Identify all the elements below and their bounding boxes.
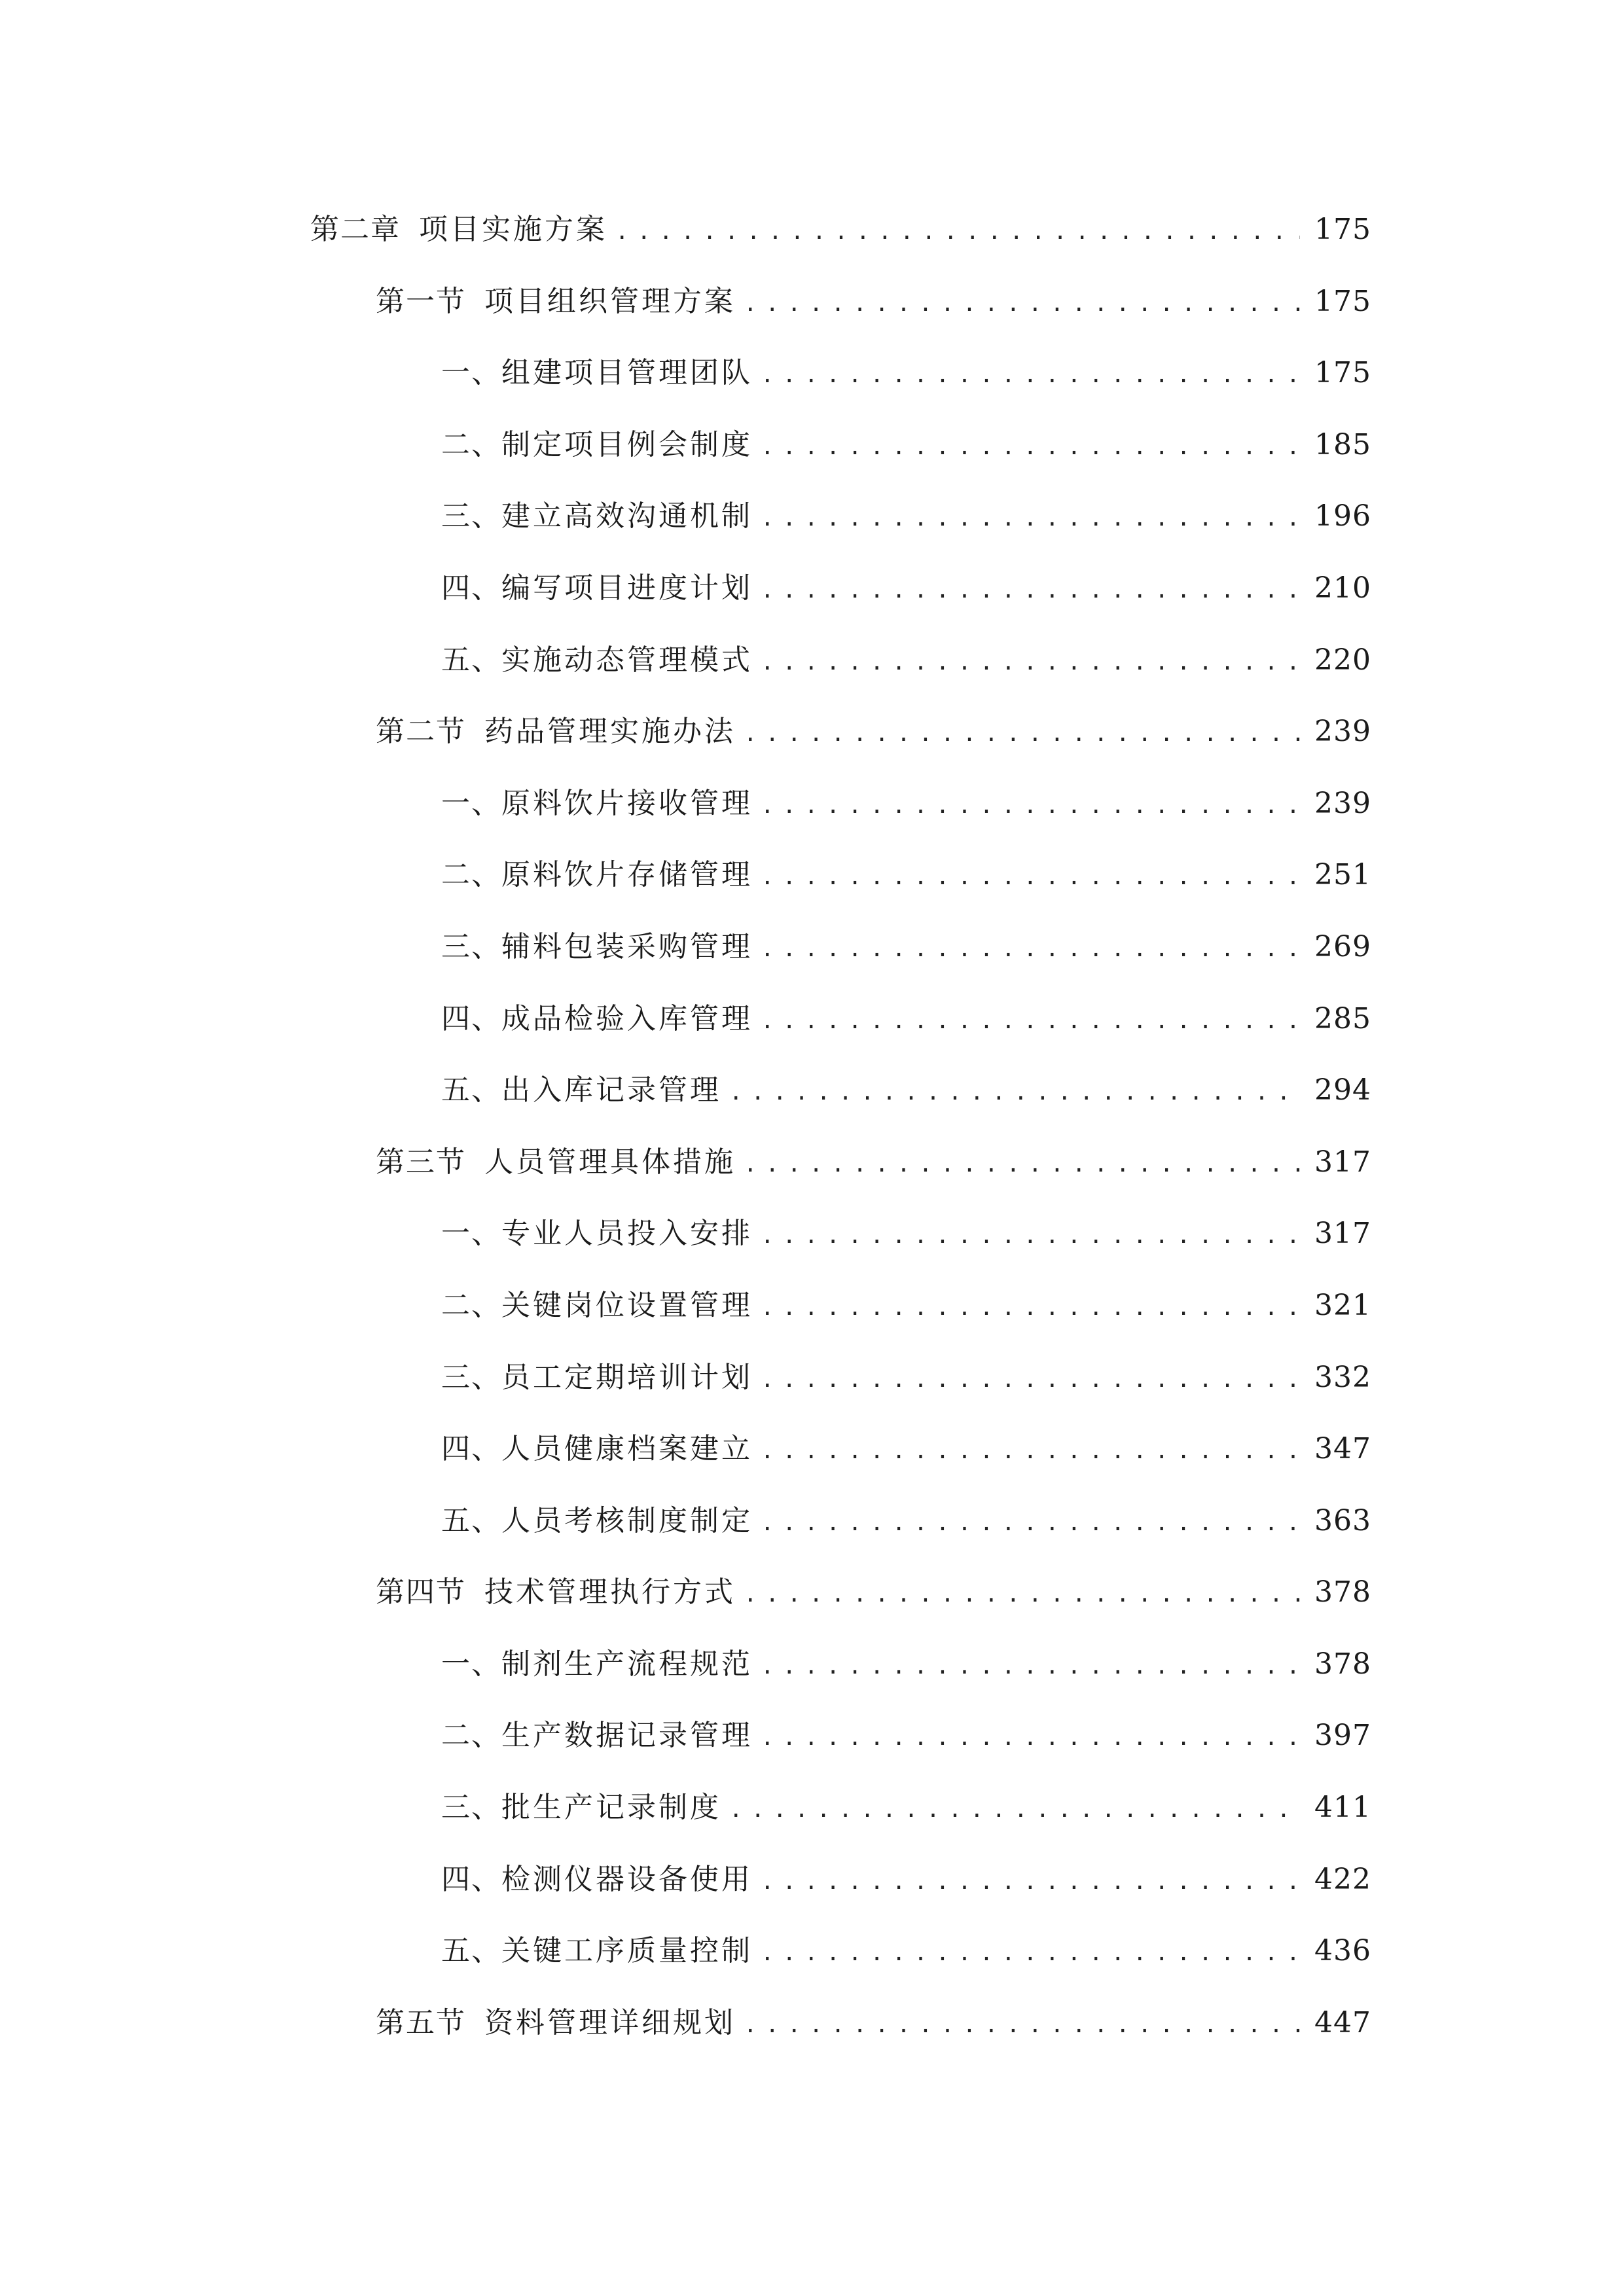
- toc-entry-title: 出入库记录管理: [501, 1073, 721, 1107]
- toc-entry-number: 五、: [441, 1073, 501, 1107]
- toc-subsection-entry[interactable]: [0, 1061, 1624, 1133]
- toc-entry-page-number: 363: [1314, 1503, 1371, 1537]
- toc-entry-page-number: 210: [1314, 571, 1371, 605]
- dot-leader: [761, 1350, 1300, 1409]
- toc-subsection-entry[interactable]: [0, 631, 1624, 703]
- toc-entry-title: 实施动态管理模式: [501, 643, 753, 677]
- toc-entry-number: 五、: [441, 643, 501, 677]
- dot-leader: [761, 1708, 1300, 1767]
- dot-leader: [761, 1924, 1300, 1982]
- toc-entry-page-number: 317: [1314, 1217, 1371, 1251]
- dot-leader: [744, 274, 1300, 333]
- dot-leader: [744, 1565, 1300, 1624]
- toc-subsection-entry[interactable]: [0, 774, 1624, 846]
- toc-entry-page-number: 321: [1314, 1288, 1371, 1322]
- dot-leader: [761, 1422, 1300, 1480]
- toc-entry-title: 建立高效沟通机制: [501, 499, 753, 533]
- toc-section-entry[interactable]: [0, 1994, 1624, 2066]
- toc-entry-title: 检测仪器设备使用: [501, 1862, 753, 1896]
- toc-entry-number: 四、: [441, 571, 501, 605]
- toc-entry-page-number: 294: [1314, 1073, 1371, 1107]
- toc-entry-title: 人员管理具体措施: [484, 1145, 736, 1179]
- dot-leader: [615, 202, 1300, 261]
- toc-entry-title: 成品检验入库管理: [501, 1001, 753, 1035]
- toc-entry-page-number: 269: [1314, 929, 1371, 963]
- toc-entry-number: 三、: [441, 1791, 501, 1825]
- toc-entry-number: 四、: [441, 1001, 501, 1035]
- toc-entry-page-number: 239: [1314, 715, 1371, 749]
- toc-subsection-entry[interactable]: [0, 416, 1624, 488]
- toc-section-entry[interactable]: [0, 1133, 1624, 1205]
- toc-entry-number: 四、: [441, 1432, 501, 1466]
- dot-leader: [761, 561, 1300, 620]
- toc-entry-page-number: 397: [1314, 1719, 1371, 1753]
- toc-subsection-entry[interactable]: [0, 918, 1624, 990]
- toc-entry-page-number: 378: [1314, 1575, 1371, 1609]
- toc-entry-number: 第五节: [376, 2005, 466, 2039]
- dot-leader: [761, 848, 1300, 906]
- toc-entry-page-number: 196: [1314, 499, 1371, 533]
- toc-subsection-entry[interactable]: [0, 487, 1624, 559]
- toc-entry-title: 技术管理执行方式: [484, 1575, 736, 1609]
- dot-leader: [761, 1206, 1300, 1265]
- toc-subsection-entry[interactable]: [0, 1420, 1624, 1492]
- toc-entry-page-number: 185: [1314, 427, 1371, 461]
- toc-entry-page-number: 447: [1314, 2005, 1371, 2039]
- dot-leader: [729, 1063, 1300, 1122]
- toc-entry-page-number: 332: [1314, 1360, 1371, 1394]
- toc-entry-page-number: 422: [1314, 1862, 1371, 1896]
- toc-entry-title: 原料饮片存储管理: [501, 858, 753, 892]
- toc-entry-title: 专业人员投入安排: [501, 1217, 753, 1251]
- toc-entry-number: 第一节: [376, 284, 466, 318]
- dot-leader: [761, 992, 1300, 1050]
- toc-entry-page-number: 251: [1314, 858, 1371, 892]
- toc-entry-number: 三、: [441, 929, 501, 963]
- toc-subsection-entry[interactable]: [0, 990, 1624, 1062]
- toc-entry-page-number: 411: [1314, 1791, 1371, 1825]
- dot-leader: [761, 633, 1300, 692]
- toc-entry-page-number: 347: [1314, 1432, 1371, 1466]
- toc-entry-title: 制剂生产流程规范: [501, 1647, 753, 1681]
- table-of-contents: [0, 200, 1624, 2065]
- toc-subsection-entry[interactable]: [0, 559, 1624, 631]
- toc-entry-number: 一、: [441, 786, 501, 820]
- toc-subsection-entry[interactable]: [0, 1706, 1624, 1778]
- toc-entry-page-number: 175: [1314, 356, 1371, 390]
- toc-entry-page-number: 220: [1314, 643, 1371, 677]
- dot-leader: [744, 1996, 1300, 2054]
- toc-entry-number: 第四节: [376, 1575, 466, 1609]
- dot-leader: [761, 1637, 1300, 1696]
- dot-leader: [761, 1494, 1300, 1552]
- toc-entry-title: 人员考核制度制定: [501, 1503, 753, 1537]
- toc-entry-number: 五、: [441, 1503, 501, 1537]
- dot-leader: [744, 704, 1300, 763]
- dot-leader: [761, 489, 1300, 548]
- toc-entry-title: 项目实施方案: [419, 213, 607, 246]
- dot-leader: [761, 1852, 1300, 1911]
- toc-entry-number: 一、: [441, 356, 501, 390]
- toc-entry-page-number: 285: [1314, 1001, 1371, 1035]
- toc-entry-title: 关键工序质量控制: [501, 1934, 753, 1968]
- toc-entry-number: 二、: [441, 427, 501, 461]
- toc-entry-number: 五、: [441, 1934, 501, 1968]
- toc-subsection-entry[interactable]: [0, 1276, 1624, 1348]
- toc-entry-number: 第二节: [376, 715, 466, 749]
- toc-entry-title: 批生产记录制度: [501, 1791, 721, 1825]
- toc-entry-page-number: 436: [1314, 1934, 1371, 1968]
- toc-entry-title: 项目组织管理方案: [484, 284, 736, 318]
- dot-leader: [744, 1135, 1300, 1194]
- toc-entry-title: 关键岗位设置管理: [501, 1288, 753, 1322]
- toc-entry-title: 辅料包装采购管理: [501, 929, 753, 963]
- toc-entry-title: 制定项目例会制度: [501, 427, 753, 461]
- toc-section-entry[interactable]: [0, 1563, 1624, 1635]
- dot-leader: [729, 1780, 1300, 1839]
- toc-chapter-entry[interactable]: [0, 200, 1624, 272]
- toc-section-entry[interactable]: [0, 702, 1624, 774]
- toc-entry-number: 第三节: [376, 1145, 466, 1179]
- toc-entry-number: 二、: [441, 858, 501, 892]
- toc-subsection-entry[interactable]: [0, 846, 1624, 918]
- toc-subsection-entry[interactable]: [0, 1778, 1624, 1850]
- dot-leader: [761, 1278, 1300, 1337]
- toc-subsection-entry[interactable]: [0, 1922, 1624, 1994]
- toc-entry-title: 人员健康档案建立: [501, 1432, 753, 1466]
- dot-leader: [761, 920, 1300, 978]
- toc-entry-title: 编写项目进度计划: [501, 571, 753, 605]
- toc-entry-title: 药品管理实施办法: [484, 715, 736, 749]
- toc-subsection-entry[interactable]: [0, 344, 1624, 416]
- toc-entry-title: 生产数据记录管理: [501, 1719, 753, 1753]
- dot-leader: [761, 418, 1300, 476]
- toc-entry-page-number: 317: [1314, 1145, 1371, 1179]
- toc-entry-number: 三、: [441, 1360, 501, 1394]
- toc-entry-title: 原料饮片接收管理: [501, 786, 753, 820]
- dot-leader: [761, 776, 1300, 835]
- toc-entry-number: 三、: [441, 499, 501, 533]
- toc-subsection-entry[interactable]: [0, 1348, 1624, 1420]
- toc-entry-number: 一、: [441, 1217, 501, 1251]
- toc-entry-page-number: 239: [1314, 786, 1371, 820]
- toc-entry-number: 一、: [441, 1647, 501, 1681]
- toc-subsection-entry[interactable]: [0, 1492, 1624, 1564]
- toc-entry-number: 二、: [441, 1288, 501, 1322]
- toc-entry-title: 组建项目管理团队: [501, 356, 753, 390]
- toc-entry-title: 资料管理详细规划: [484, 2005, 736, 2039]
- toc-entry-title: 员工定期培训计划: [501, 1360, 753, 1394]
- toc-subsection-entry[interactable]: [0, 1850, 1624, 1922]
- dot-leader: [761, 346, 1300, 404]
- toc-entry-number: 四、: [441, 1862, 501, 1896]
- toc-entry-page-number: 378: [1314, 1647, 1371, 1681]
- toc-entry-number: 二、: [441, 1719, 501, 1753]
- toc-entry-number: 第二章: [310, 213, 401, 246]
- toc-subsection-entry[interactable]: [0, 1204, 1624, 1276]
- toc-section-entry[interactable]: [0, 272, 1624, 344]
- toc-entry-page-number: 175: [1314, 213, 1371, 246]
- toc-entry-page-number: 175: [1314, 284, 1371, 318]
- toc-subsection-entry[interactable]: [0, 1635, 1624, 1707]
